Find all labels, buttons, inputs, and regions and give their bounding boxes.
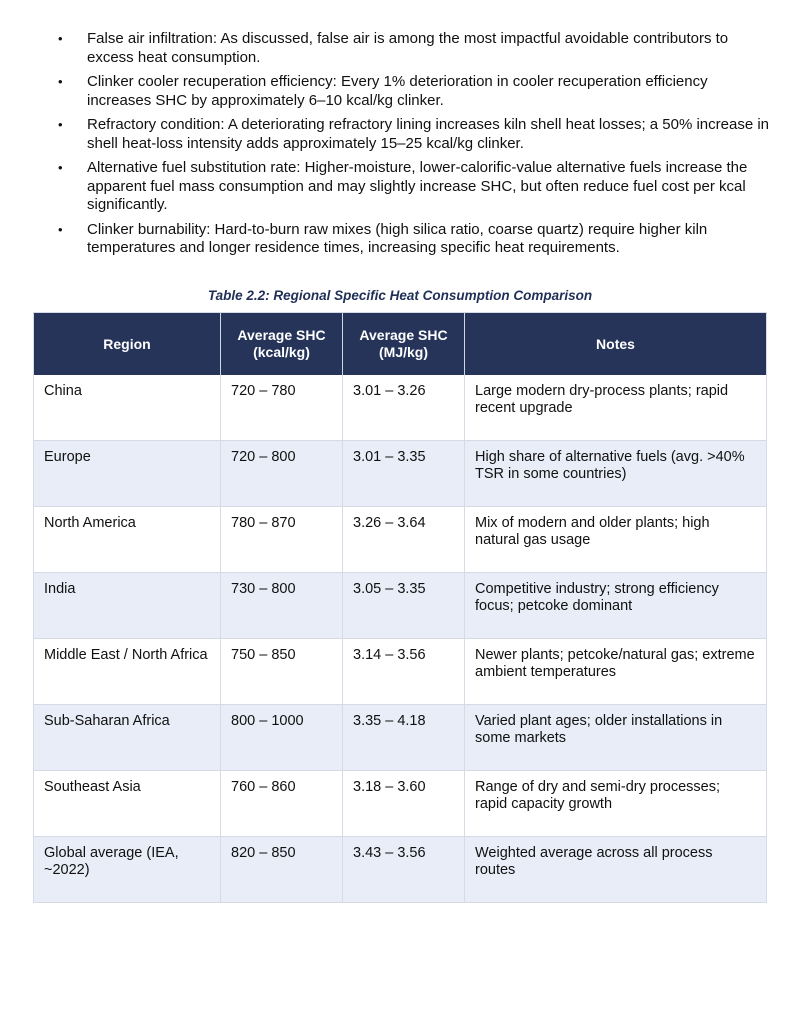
shc-comparison-table [33,312,767,903]
table-row [34,705,767,771]
cell-region: India [34,573,221,639]
header-region: Region [34,313,221,376]
cell-region: Europe [34,441,221,507]
bullet-item [58,221,770,258]
cell-region: North America [34,507,221,573]
bullet-text: False air infiltration: As discussed, false air is among the most impactful avoidable contributors to excess heat consumption. [87,30,729,66]
bullet-dot: • [58,74,63,89]
table-row [34,771,767,837]
cell-region: Global average (IEA, ~2022) [34,837,221,903]
cell-shc-kcal: 730 – 800 [221,573,343,639]
cell-notes: Varied plant ages; older installations in some markets [465,705,767,771]
header-notes: Notes [465,313,767,376]
table-caption: Table 2.2: Regional Specific Heat Consumption Comparison [207,288,593,303]
cell-region: Middle East / North Africa [34,639,221,705]
bullet-text: Alternative fuel substitution rate: Higher-moisture, lower-calorific-value alternative fuels increase the apparent fuel mass consumption and may slightly increase SHC, but often reduce fuel cost per kcal significantly. [87,159,748,213]
cell-notes: Range of dry and semi-dry processes; rapid capacity growth [465,771,767,837]
factor-bullet-list [58,30,770,264]
cell-region: Southeast Asia [34,771,221,837]
cell-notes: Newer plants; petcoke/natural gas; extreme ambient temperatures [465,639,767,705]
table-row [34,639,767,705]
cell-shc-kcal: 820 – 850 [221,837,343,903]
cell-shc-kcal: 780 – 870 [221,507,343,573]
cell-shc-mj: 3.43 – 3.56 [343,837,465,903]
table-row [34,375,767,441]
cell-shc-kcal: 750 – 850 [221,639,343,705]
cell-shc-kcal: 800 – 1000 [221,705,343,771]
cell-shc-mj: 3.35 – 4.18 [343,705,465,771]
cell-shc-mj: 3.01 – 3.26 [343,375,465,441]
cell-region: Sub-Saharan Africa [34,705,221,771]
header-shc-kcal: Average SHC (kcal/kg) [221,313,343,376]
cell-notes: Weighted average across all process routes [465,837,767,903]
table-row [34,441,767,507]
bullet-item [58,73,770,110]
bullet-dot: • [58,221,63,237]
bullet-dot: • [58,160,63,175]
bullet-item [58,159,770,215]
table-header-row [34,313,767,376]
bullet-item [58,116,770,153]
table-row [34,837,767,903]
cell-shc-kcal: 760 – 860 [221,771,343,837]
cell-shc-mj: 3.18 – 3.60 [343,771,465,837]
cell-region: China [34,375,221,441]
cell-shc-mj: 3.26 – 3.64 [343,507,465,573]
cell-notes: Mix of modern and older plants; high natural gas usage [465,507,767,573]
table-row [34,507,767,573]
cell-notes: Large modern dry-process plants; rapid recent upgrade [465,375,767,441]
bullet-dot: • [58,117,63,132]
cell-notes: Competitive industry; strong efficiency focus; petcoke dominant [465,573,767,639]
bullet-text: Clinker burnability: Hard-to-burn raw mixes (high silica ratio, coarse quartz) require higher kiln temperatures and longer residence times, increasing specific heat requirements. [87,220,708,256]
bullet-text: Refractory condition: A deteriorating refractory lining increases kiln shell heat losses; a 50% increase in shell heat-loss intensity adds approximately 15–25 kcal/kg clinker. [87,116,770,152]
bullet-dot: • [58,31,63,46]
header-shc-mj: Average SHC (MJ/kg) [343,313,465,376]
cell-shc-kcal: 720 – 800 [221,441,343,507]
cell-shc-kcal: 720 – 780 [221,375,343,441]
bullet-item [58,30,770,67]
bullet-text: Clinker cooler recuperation efficiency: Every 1% deterioration in cooler recuperation efficiency increases SHC by approximately 6–10 kcal/kg clinker. [87,73,708,109]
cell-shc-mj: 3.05 – 3.35 [343,573,465,639]
cell-shc-mj: 3.01 – 3.35 [343,441,465,507]
cell-notes: High share of alternative fuels (avg. >40% TSR in some countries) [465,441,767,507]
cell-shc-mj: 3.14 – 3.56 [343,639,465,705]
table-row [34,573,767,639]
